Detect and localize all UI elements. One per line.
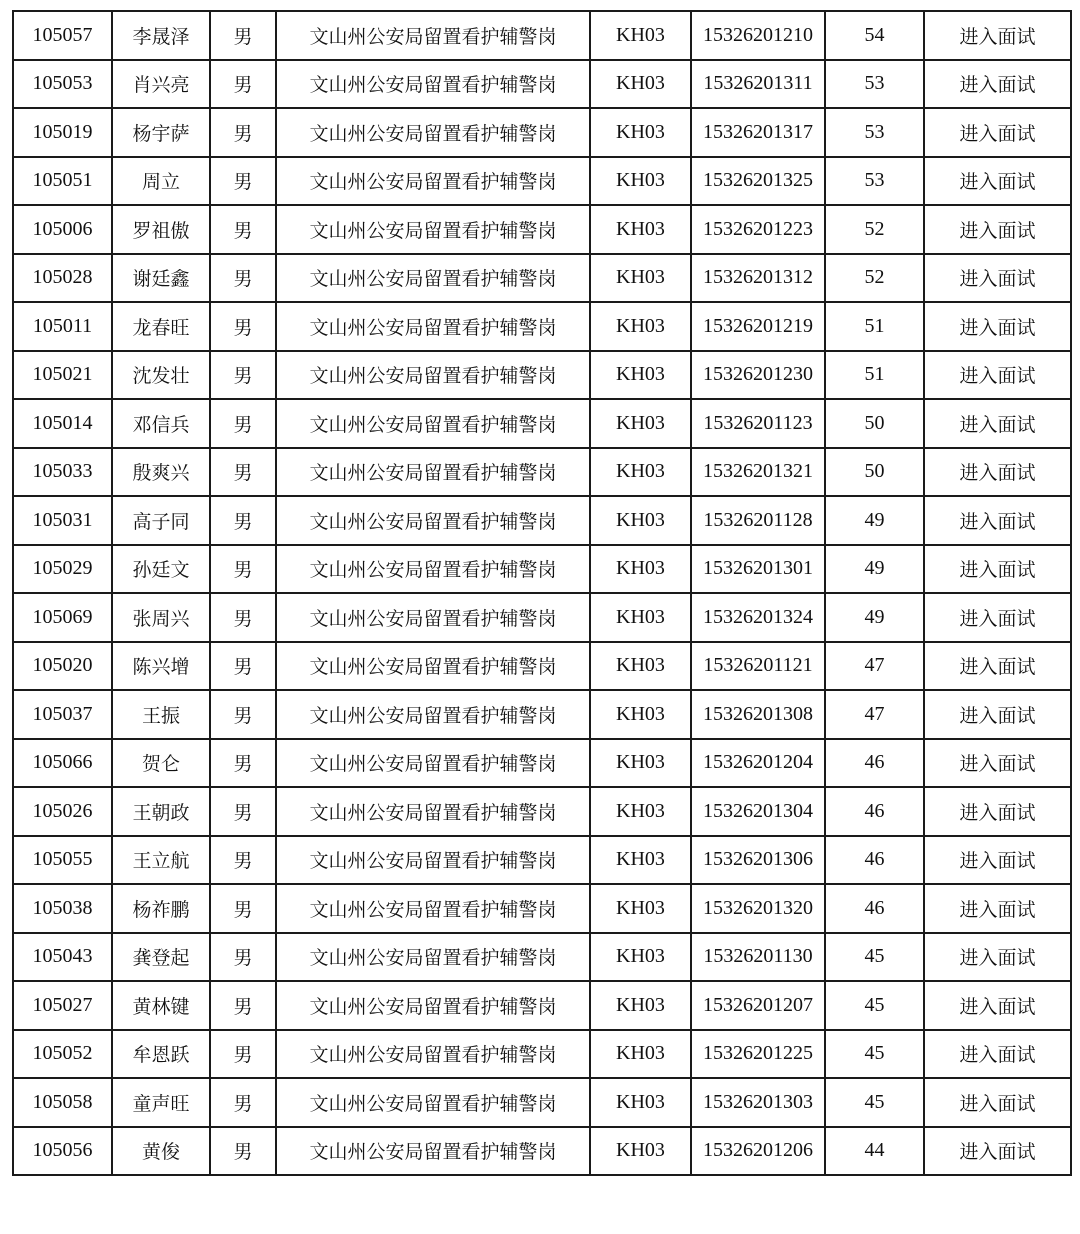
score-cell: 45 [825, 981, 924, 1030]
score-cell: 54 [825, 11, 924, 60]
status-cell: 进入面试 [924, 496, 1071, 545]
exam-ticket-cell: 15326201128 [691, 496, 825, 545]
applicant-name-cell: 牟恩跃 [112, 1030, 210, 1079]
table-row [13, 448, 1071, 497]
exam-ticket-cell: 15326201325 [691, 157, 825, 206]
applicant-id-cell: 105053 [13, 60, 112, 109]
position-cell: 文山州公安局留置看护辅警岗 [276, 690, 590, 739]
table-row [13, 254, 1071, 303]
position-cell: 文山州公安局留置看护辅警岗 [276, 1078, 590, 1127]
gender-cell: 男 [210, 302, 276, 351]
status-cell: 进入面试 [924, 690, 1071, 739]
applicant-name-cell: 杨祚鹏 [112, 884, 210, 933]
status-cell: 进入面试 [924, 933, 1071, 982]
position-code-cell: KH03 [590, 351, 691, 400]
applicant-name-cell: 沈发壮 [112, 351, 210, 400]
exam-ticket-cell: 15326201317 [691, 108, 825, 157]
score-cell: 49 [825, 593, 924, 642]
status-cell: 进入面试 [924, 884, 1071, 933]
status-cell: 进入面试 [924, 157, 1071, 206]
exam-ticket-cell: 15326201304 [691, 787, 825, 836]
position-code-cell: KH03 [590, 593, 691, 642]
position-cell: 文山州公安局留置看护辅警岗 [276, 60, 590, 109]
position-code-cell: KH03 [590, 108, 691, 157]
status-cell: 进入面试 [924, 593, 1071, 642]
table-row [13, 157, 1071, 206]
status-cell: 进入面试 [924, 787, 1071, 836]
applicant-id-cell: 105037 [13, 690, 112, 739]
status-cell: 进入面试 [924, 1030, 1071, 1079]
position-cell: 文山州公安局留置看护辅警岗 [276, 1127, 590, 1176]
table-row [13, 60, 1071, 109]
applicant-id-cell: 105043 [13, 933, 112, 982]
position-cell: 文山州公安局留置看护辅警岗 [276, 205, 590, 254]
table-row [13, 108, 1071, 157]
status-cell: 进入面试 [924, 739, 1071, 788]
applicant-name-cell: 高子同 [112, 496, 210, 545]
score-cell: 47 [825, 690, 924, 739]
applicant-id-cell: 105056 [13, 1127, 112, 1176]
applicant-name-cell: 邓信兵 [112, 399, 210, 448]
applicant-name-cell: 李晟泽 [112, 11, 210, 60]
score-cell: 47 [825, 642, 924, 691]
table-row [13, 642, 1071, 691]
position-code-cell: KH03 [590, 1030, 691, 1079]
applicant-id-cell: 105057 [13, 11, 112, 60]
gender-cell: 男 [210, 981, 276, 1030]
gender-cell: 男 [210, 593, 276, 642]
applicant-id-cell: 105014 [13, 399, 112, 448]
score-cell: 45 [825, 1078, 924, 1127]
position-code-cell: KH03 [590, 933, 691, 982]
applicant-id-cell: 105020 [13, 642, 112, 691]
position-code-cell: KH03 [590, 60, 691, 109]
gender-cell: 男 [210, 836, 276, 885]
score-cell: 46 [825, 884, 924, 933]
position-cell: 文山州公安局留置看护辅警岗 [276, 496, 590, 545]
score-cell: 53 [825, 157, 924, 206]
position-cell: 文山州公安局留置看护辅警岗 [276, 302, 590, 351]
status-cell: 进入面试 [924, 399, 1071, 448]
status-cell: 进入面试 [924, 351, 1071, 400]
position-cell: 文山州公安局留置看护辅警岗 [276, 399, 590, 448]
applicant-name-cell: 王振 [112, 690, 210, 739]
position-cell: 文山州公安局留置看护辅警岗 [276, 981, 590, 1030]
applicant-id-cell: 105029 [13, 545, 112, 594]
table-row [13, 593, 1071, 642]
applicant-id-cell: 105026 [13, 787, 112, 836]
applicant-id-cell: 105028 [13, 254, 112, 303]
table-row [13, 1030, 1071, 1079]
applicant-id-cell: 105058 [13, 1078, 112, 1127]
score-cell: 45 [825, 1030, 924, 1079]
position-code-cell: KH03 [590, 448, 691, 497]
results-table [12, 10, 1072, 1176]
gender-cell: 男 [210, 545, 276, 594]
applicant-name-cell: 童声旺 [112, 1078, 210, 1127]
position-code-cell: KH03 [590, 690, 691, 739]
exam-ticket-cell: 15326201225 [691, 1030, 825, 1079]
applicant-name-cell: 肖兴亮 [112, 60, 210, 109]
exam-ticket-cell: 15326201206 [691, 1127, 825, 1176]
position-code-cell: KH03 [590, 399, 691, 448]
exam-ticket-cell: 15326201219 [691, 302, 825, 351]
position-cell: 文山州公安局留置看护辅警岗 [276, 157, 590, 206]
exam-ticket-cell: 15326201223 [691, 205, 825, 254]
applicant-name-cell: 王朝政 [112, 787, 210, 836]
position-code-cell: KH03 [590, 11, 691, 60]
gender-cell: 男 [210, 157, 276, 206]
position-code-cell: KH03 [590, 254, 691, 303]
status-cell: 进入面试 [924, 448, 1071, 497]
applicant-name-cell: 谢廷鑫 [112, 254, 210, 303]
exam-ticket-cell: 15326201306 [691, 836, 825, 885]
applicant-name-cell: 罗祖傲 [112, 205, 210, 254]
position-code-cell: KH03 [590, 545, 691, 594]
score-cell: 53 [825, 60, 924, 109]
score-cell: 49 [825, 496, 924, 545]
status-cell: 进入面试 [924, 981, 1071, 1030]
position-code-cell: KH03 [590, 836, 691, 885]
table-row [13, 545, 1071, 594]
exam-ticket-cell: 15326201121 [691, 642, 825, 691]
gender-cell: 男 [210, 11, 276, 60]
score-cell: 46 [825, 787, 924, 836]
status-cell: 进入面试 [924, 1078, 1071, 1127]
table-row [13, 399, 1071, 448]
applicant-id-cell: 105006 [13, 205, 112, 254]
gender-cell: 男 [210, 642, 276, 691]
gender-cell: 男 [210, 205, 276, 254]
gender-cell: 男 [210, 739, 276, 788]
position-code-cell: KH03 [590, 496, 691, 545]
gender-cell: 男 [210, 933, 276, 982]
position-code-cell: KH03 [590, 739, 691, 788]
position-cell: 文山州公安局留置看护辅警岗 [276, 351, 590, 400]
position-cell: 文山州公安局留置看护辅警岗 [276, 884, 590, 933]
applicant-id-cell: 105066 [13, 739, 112, 788]
applicant-name-cell: 殷爽兴 [112, 448, 210, 497]
applicant-id-cell: 105027 [13, 981, 112, 1030]
status-cell: 进入面试 [924, 836, 1071, 885]
applicant-id-cell: 105019 [13, 108, 112, 157]
position-cell: 文山州公安局留置看护辅警岗 [276, 1030, 590, 1079]
table-row [13, 205, 1071, 254]
status-cell: 进入面试 [924, 254, 1071, 303]
score-cell: 45 [825, 933, 924, 982]
results-table-body [13, 11, 1071, 1175]
position-code-cell: KH03 [590, 302, 691, 351]
position-code-cell: KH03 [590, 157, 691, 206]
table-row [13, 496, 1071, 545]
exam-ticket-cell: 15326201210 [691, 11, 825, 60]
gender-cell: 男 [210, 690, 276, 739]
table-row [13, 836, 1071, 885]
status-cell: 进入面试 [924, 642, 1071, 691]
position-code-cell: KH03 [590, 787, 691, 836]
status-cell: 进入面试 [924, 302, 1071, 351]
applicant-name-cell: 杨宇萨 [112, 108, 210, 157]
exam-ticket-cell: 15326201301 [691, 545, 825, 594]
exam-ticket-cell: 15326201321 [691, 448, 825, 497]
position-code-cell: KH03 [590, 642, 691, 691]
applicant-id-cell: 105038 [13, 884, 112, 933]
gender-cell: 男 [210, 108, 276, 157]
position-code-cell: KH03 [590, 205, 691, 254]
gender-cell: 男 [210, 787, 276, 836]
gender-cell: 男 [210, 496, 276, 545]
position-cell: 文山州公安局留置看护辅警岗 [276, 787, 590, 836]
gender-cell: 男 [210, 448, 276, 497]
applicant-name-cell: 龚登起 [112, 933, 210, 982]
position-code-cell: KH03 [590, 884, 691, 933]
score-cell: 51 [825, 302, 924, 351]
status-cell: 进入面试 [924, 11, 1071, 60]
applicant-id-cell: 105031 [13, 496, 112, 545]
score-cell: 50 [825, 399, 924, 448]
status-cell: 进入面试 [924, 108, 1071, 157]
position-cell: 文山州公安局留置看护辅警岗 [276, 593, 590, 642]
exam-ticket-cell: 15326201204 [691, 739, 825, 788]
gender-cell: 男 [210, 254, 276, 303]
applicant-name-cell: 张周兴 [112, 593, 210, 642]
gender-cell: 男 [210, 1030, 276, 1079]
applicant-name-cell: 贺仑 [112, 739, 210, 788]
applicant-name-cell: 黄林键 [112, 981, 210, 1030]
applicant-id-cell: 105052 [13, 1030, 112, 1079]
applicant-name-cell: 陈兴增 [112, 642, 210, 691]
table-row [13, 1078, 1071, 1127]
applicant-id-cell: 105051 [13, 157, 112, 206]
table-row [13, 884, 1071, 933]
applicant-name-cell: 黄俊 [112, 1127, 210, 1176]
position-code-cell: KH03 [590, 981, 691, 1030]
score-cell: 46 [825, 836, 924, 885]
exam-ticket-cell: 15326201320 [691, 884, 825, 933]
position-cell: 文山州公安局留置看护辅警岗 [276, 108, 590, 157]
position-cell: 文山州公安局留置看护辅警岗 [276, 448, 590, 497]
score-cell: 50 [825, 448, 924, 497]
table-row [13, 1127, 1071, 1176]
table-row [13, 739, 1071, 788]
results-table-container [12, 10, 1072, 1176]
position-code-cell: KH03 [590, 1078, 691, 1127]
applicant-name-cell: 周立 [112, 157, 210, 206]
exam-ticket-cell: 15326201230 [691, 351, 825, 400]
position-cell: 文山州公安局留置看护辅警岗 [276, 642, 590, 691]
score-cell: 49 [825, 545, 924, 594]
position-cell: 文山州公安局留置看护辅警岗 [276, 739, 590, 788]
status-cell: 进入面试 [924, 205, 1071, 254]
applicant-id-cell: 105055 [13, 836, 112, 885]
exam-ticket-cell: 15326201324 [691, 593, 825, 642]
score-cell: 52 [825, 254, 924, 303]
score-cell: 46 [825, 739, 924, 788]
exam-ticket-cell: 15326201123 [691, 399, 825, 448]
gender-cell: 男 [210, 351, 276, 400]
gender-cell: 男 [210, 399, 276, 448]
exam-ticket-cell: 15326201308 [691, 690, 825, 739]
table-row [13, 351, 1071, 400]
position-cell: 文山州公安局留置看护辅警岗 [276, 11, 590, 60]
table-row [13, 690, 1071, 739]
status-cell: 进入面试 [924, 545, 1071, 594]
gender-cell: 男 [210, 60, 276, 109]
score-cell: 51 [825, 351, 924, 400]
table-row [13, 302, 1071, 351]
applicant-name-cell: 孙廷文 [112, 545, 210, 594]
applicant-name-cell: 王立航 [112, 836, 210, 885]
position-cell: 文山州公安局留置看护辅警岗 [276, 933, 590, 982]
score-cell: 52 [825, 205, 924, 254]
status-cell: 进入面试 [924, 60, 1071, 109]
applicant-id-cell: 105069 [13, 593, 112, 642]
position-cell: 文山州公安局留置看护辅警岗 [276, 254, 590, 303]
applicant-id-cell: 105021 [13, 351, 112, 400]
score-cell: 44 [825, 1127, 924, 1176]
exam-ticket-cell: 15326201312 [691, 254, 825, 303]
applicant-id-cell: 105033 [13, 448, 112, 497]
position-code-cell: KH03 [590, 1127, 691, 1176]
exam-ticket-cell: 15326201130 [691, 933, 825, 982]
position-cell: 文山州公安局留置看护辅警岗 [276, 836, 590, 885]
table-row [13, 933, 1071, 982]
exam-ticket-cell: 15326201311 [691, 60, 825, 109]
table-row [13, 11, 1071, 60]
table-row [13, 787, 1071, 836]
gender-cell: 男 [210, 1127, 276, 1176]
exam-ticket-cell: 15326201303 [691, 1078, 825, 1127]
position-cell: 文山州公安局留置看护辅警岗 [276, 545, 590, 594]
gender-cell: 男 [210, 1078, 276, 1127]
table-row [13, 981, 1071, 1030]
applicant-id-cell: 105011 [13, 302, 112, 351]
exam-ticket-cell: 15326201207 [691, 981, 825, 1030]
gender-cell: 男 [210, 884, 276, 933]
status-cell: 进入面试 [924, 1127, 1071, 1176]
applicant-name-cell: 龙春旺 [112, 302, 210, 351]
score-cell: 53 [825, 108, 924, 157]
